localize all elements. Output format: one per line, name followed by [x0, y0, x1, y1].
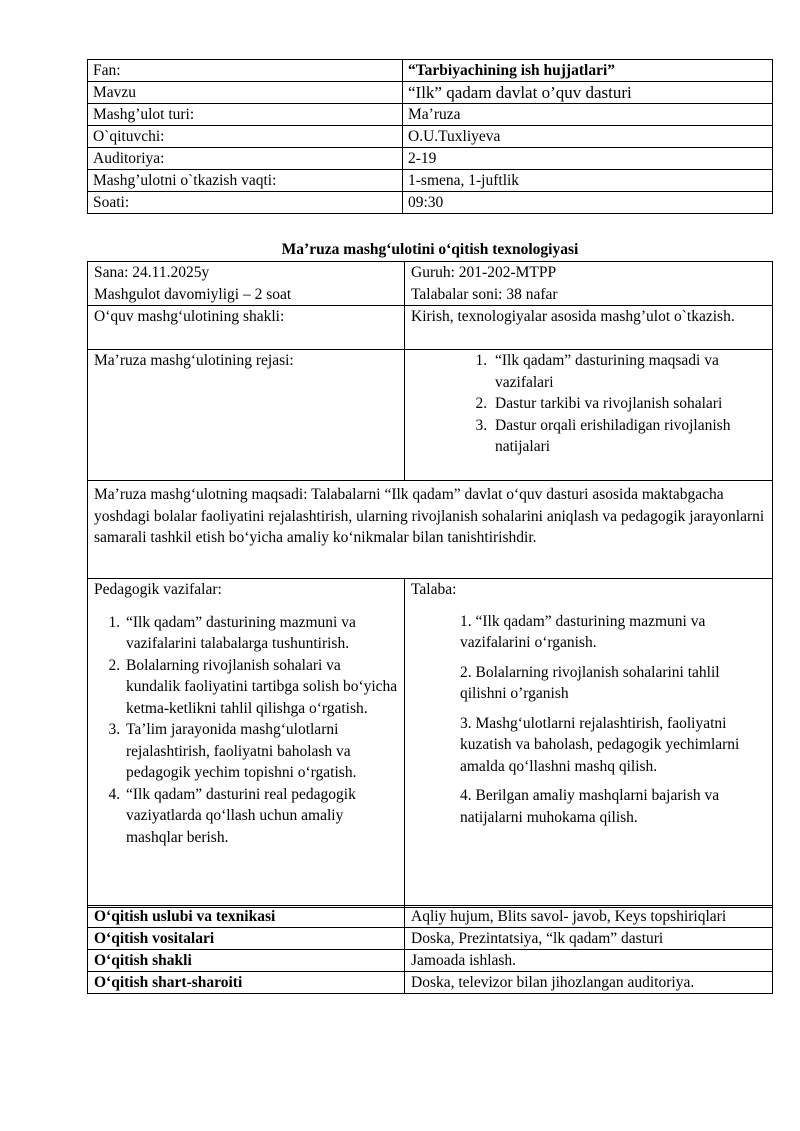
table-row: [88, 262, 773, 306]
table-row: [88, 928, 773, 950]
table-row: [88, 579, 773, 908]
table-row: [88, 170, 773, 192]
student-task-item: 4. Berilgan amaliy mashqlarni bajarish va natijalarni muhokama qilish.: [460, 787, 720, 826]
group-text: Guruh: 201-202-MTPP: [411, 264, 557, 281]
pedagogical-tasks-label: Pedagogik vazifalar:: [94, 581, 222, 598]
plan-item: 3. Dastur orqali erishiladigan rivojlanish natijalari: [491, 415, 766, 458]
methods-value: Aqliy hujum, Blits savol- javob, Keys topshiriqlari: [405, 906, 773, 928]
plan-item: 1. “Ilk qadam” dasturining maqsadi va vazifalari: [491, 350, 766, 393]
technology-table: [87, 261, 773, 908]
table-row: [88, 906, 773, 928]
info-label: Mashg’ulot turi:: [88, 104, 403, 126]
table-row: [88, 104, 773, 126]
info-label: O`qituvchi:: [88, 126, 403, 148]
student-tasks-list: [411, 611, 766, 829]
info-label: Mashg’ulotni o`tkazish vaqti:: [88, 170, 403, 192]
info-value-topic: “Ilk” qadam davlat o’quv dasturi: [403, 82, 773, 104]
table-row: [88, 82, 773, 104]
group-cell: [405, 262, 773, 306]
student-task-item: 2. Bolalarning rivojlanish sohalarini tahlil qilishni o’rganish: [460, 663, 720, 702]
tools-label: O‘qitish vositalari: [88, 928, 405, 950]
table-row: [88, 950, 773, 972]
conditions-value: Doska, televizor bilan jihozlangan auditoriya.: [405, 972, 773, 994]
students-count-text: Talabalar soni: 38 nafar: [411, 285, 558, 303]
student-task-item: 1. “Ilk qadam” dasturining mazmuni va vazifalarini o‘rganish.: [460, 612, 706, 651]
info-value: O.U.Tuxliyeva: [403, 126, 773, 148]
info-label: Soati:: [88, 192, 403, 214]
goal-text: Ma’ruza mashg‘ulotning maqsadi: Talabalarni “Ilk qadam” davlat o‘quv dasturi asosida maktabgacha yoshdagi bolalar faoliyatini rejalashtirish, ularning rivojlanish sohalarini aniqlash va pedagogik jarayonlarni samarali tashkil etish bo‘yicha amaliy ko‘nikmalar bilan tanishtirishdir.: [88, 481, 773, 579]
plan-label: Ma’ruza mashg‘ulotining rejasi:: [88, 350, 405, 481]
table-row: [88, 350, 773, 481]
form-label: O‘quv mashg‘ulotining shakli:: [88, 306, 405, 350]
student-task-item: 3. Mashg‘ulotlarni rejalashtirish, faoliyatni kuzatish va baholash, pedagogik yechimlarni amalda qo‘llashni mashq qilish.: [460, 714, 740, 775]
pedagogical-task-item: 4. “Ilk qadam” dasturini real pedagogik vaziyatlarda qo‘llash uchun amaliy mashqlar berish.: [124, 784, 398, 849]
date-text: Sana: 24.11.2025y: [94, 264, 210, 281]
lesson-info-table: [87, 59, 773, 214]
info-value: Ma’ruza: [403, 104, 773, 126]
methods-table: [87, 905, 773, 994]
duration-text: Mashgulot davomiyligi – 2 soat: [94, 285, 292, 303]
table-row: [88, 148, 773, 170]
table-row: [88, 192, 773, 214]
plan-cell: [405, 350, 773, 481]
pedagogical-tasks-list: [94, 612, 398, 849]
date-cell: [88, 262, 405, 306]
section-title: Ma’ruza mashg‘ulotini o‘qitish texnologiyasi: [281, 241, 579, 258]
pedagogical-task-item: 2. Bolalarning rivojlanish sohalari va kundalik faoliyatini tartibga solish bo‘yicha ketma-ketlikni tahlil qilishga o‘rgatish.: [124, 655, 398, 720]
plan-item: 2. Dastur tarkibi va rivojlanish sohalari: [491, 393, 766, 415]
info-value: 2-19: [403, 148, 773, 170]
info-label: Mavzu: [88, 82, 403, 104]
methods-label: O‘qitish uslubi va texnikasi: [88, 906, 405, 928]
student-tasks-cell: [405, 579, 773, 908]
pedagogical-tasks-cell: [88, 579, 405, 908]
form-of-teaching-value: Jamoada ishlash.: [405, 950, 773, 972]
table-row: [88, 481, 773, 579]
tools-value: Doska, Prezintatsiya, “lk qadam” dasturi: [405, 928, 773, 950]
conditions-label: O‘qitish shart-sharoiti: [88, 972, 405, 994]
info-value: 09:30: [403, 192, 773, 214]
table-row: [88, 126, 773, 148]
pedagogical-task-item: 3. Ta’lim jarayonida mashg‘ulotlarni rejalashtirish, faoliyatni baholash va pedagogik yechim topishni o‘rgatish.: [124, 719, 398, 784]
info-label: Auditoriya:: [88, 148, 403, 170]
table-row: [88, 972, 773, 994]
table-row: [88, 306, 773, 350]
info-label: Fan:: [88, 60, 403, 82]
table-row: [88, 60, 773, 82]
info-value-subject: “Tarbiyachining ish hujjatlari”: [403, 60, 773, 82]
plan-list: [411, 350, 766, 458]
pedagogical-task-item: 1. “Ilk qadam” dasturining mazmuni va vazifalarini talabalarga tushuntirish.: [124, 612, 398, 655]
student-tasks-label: Talaba:: [411, 581, 457, 598]
form-of-teaching-label: O‘qitish shakli: [88, 950, 405, 972]
form-value: Kirish, texnologiyalar asosida mashg’ulot o`tkazish.: [405, 306, 773, 350]
info-value: 1-smena, 1-juftlik: [403, 170, 773, 192]
